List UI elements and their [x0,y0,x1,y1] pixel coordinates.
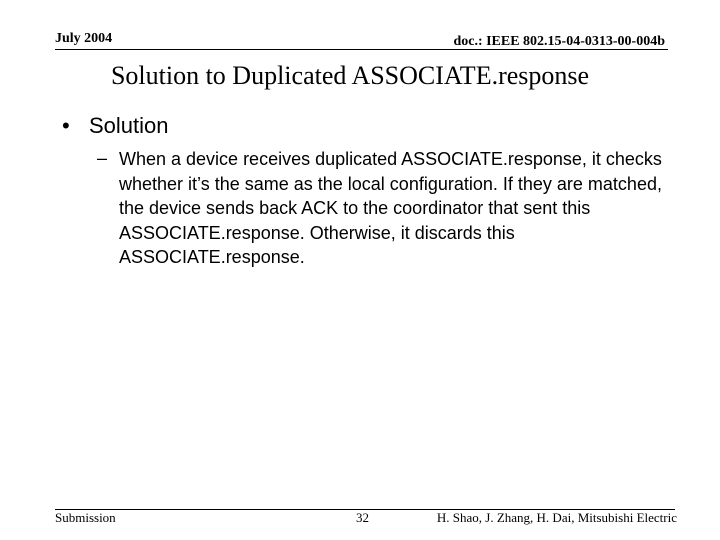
header-date: July 2004 [55,31,113,46]
footer-page-number: 32 [356,510,369,525]
sub-bullet-text: When a device receives duplicated ASSOCIATE.response, it checks whether it’s the same as the local configuration. If they are matched, the device sends back ACK to the coordinator that sent this ASSOCIATE.response. Otherwise, it discards this ASSOCIATE.response. [119,149,662,268]
header-divider [55,49,668,50]
slide-title: Solution to Duplicated ASSOCIATE.response [110,61,590,90]
footer-authors: H. Shao, J. Zhang, H. Dai, Mitsubishi Electric [436,510,677,525]
footer-submission: Submission [55,510,116,525]
header-doc-id: doc.: IEEE 802.15-04-0313-00-004b [453,34,665,49]
sub-bullet-marker: – [97,148,108,168]
bullet-item [62,113,169,139]
bullet-marker: • [62,113,70,138]
bullet-text: Solution [89,113,169,138]
